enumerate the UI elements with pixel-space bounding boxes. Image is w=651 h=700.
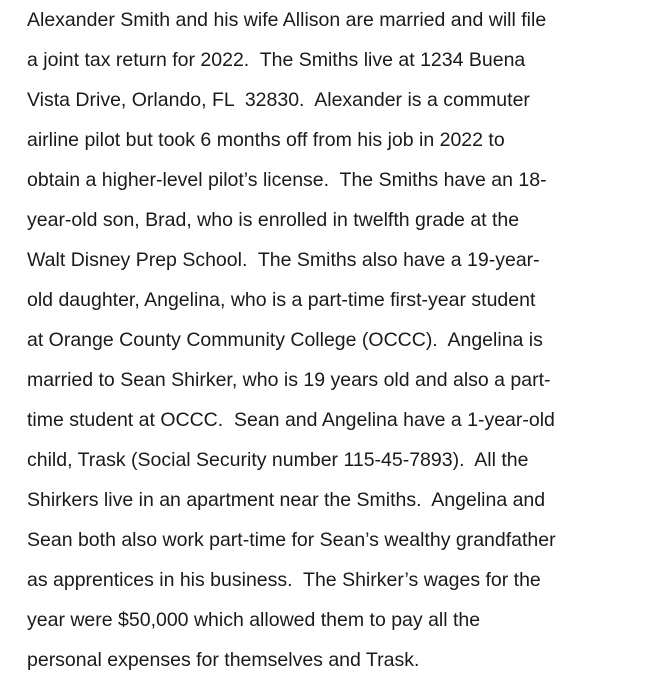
text-line-4: airline pilot but took 6 months off from his job in 2022 to xyxy=(27,129,505,151)
text-line-16: year were $50,000 which allowed them to pay all the xyxy=(27,609,481,631)
text-line-9: at Orange County Community College (OCCC). Angelina is xyxy=(27,329,543,351)
text-line-1: Alexander Smith and his wife Allison are married and will file xyxy=(27,9,547,31)
text-line-5: obtain a higher-level pilot’s license. The Smiths have an 18- xyxy=(27,169,547,191)
text-line-2: a joint tax return for 2022. The Smiths live at 1234 Buena xyxy=(27,49,526,71)
text-line-6: year-old son, Brad, who is enrolled in twelfth grade at the xyxy=(27,209,520,231)
text-line-3: Vista Drive, Orlando, FL 32830. Alexander is a commuter xyxy=(27,89,530,111)
problem-text-paragraph xyxy=(27,0,647,680)
text-line-8: old daughter, Angelina, who is a part-time first-year student xyxy=(27,289,536,311)
text-line-17: personal expenses for themselves and Trask. xyxy=(27,649,420,671)
text-line-10: married to Sean Shirker, who is 19 years old and also a part- xyxy=(27,369,551,391)
text-line-14: Sean both also work part-time for Sean’s wealthy grandfather xyxy=(27,529,556,551)
text-line-7: Walt Disney Prep School. The Smiths also have a 19-year- xyxy=(27,249,540,271)
text-line-13: Shirkers live in an apartment near the Smiths. Angelina and xyxy=(27,489,546,511)
text-line-15: as apprentices in his business. The Shirker’s wages for the xyxy=(27,569,541,591)
text-line-11: time student at OCCC. Sean and Angelina have a 1-year-old xyxy=(27,409,555,431)
text-line-12: child, Trask (Social Security number 115-45-7893). All the xyxy=(27,449,529,471)
